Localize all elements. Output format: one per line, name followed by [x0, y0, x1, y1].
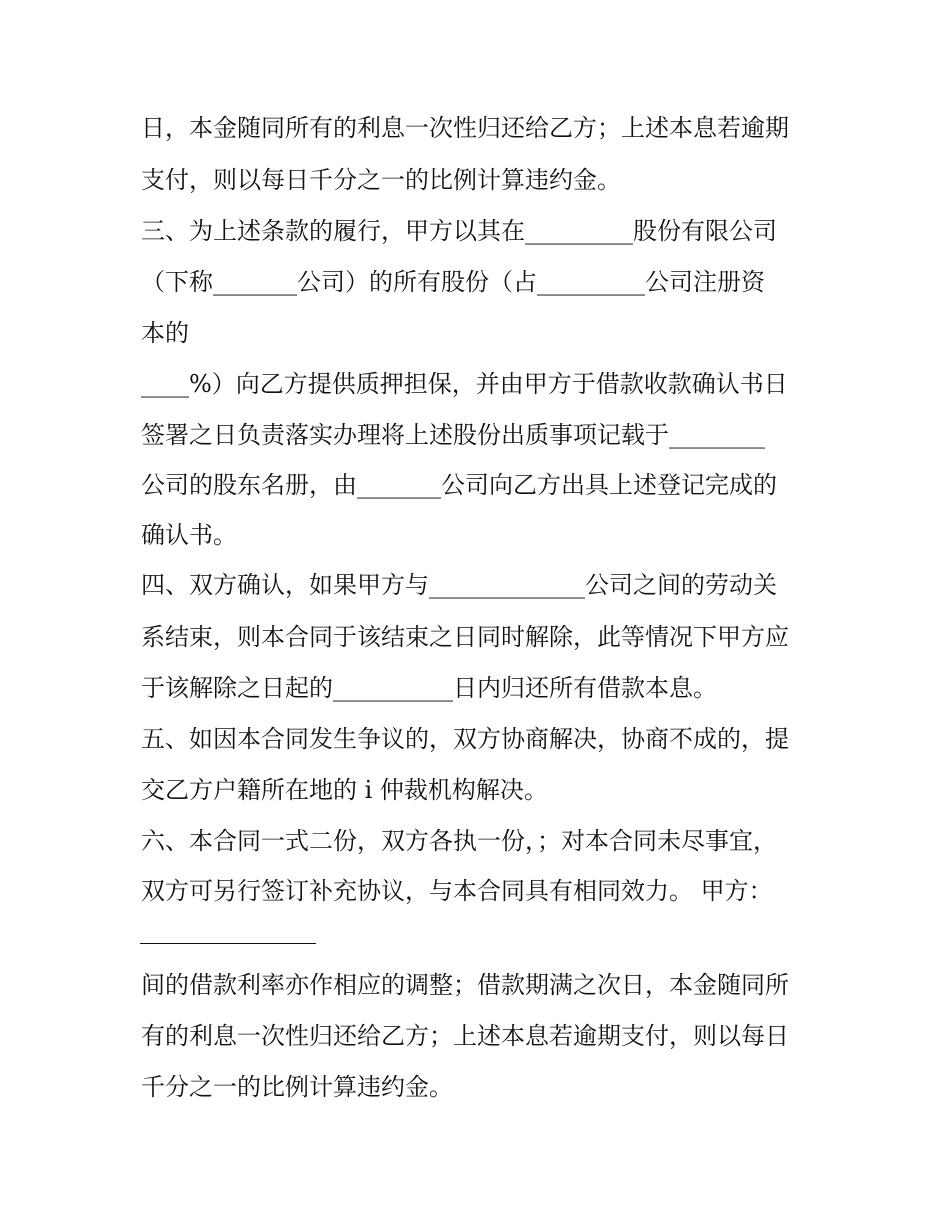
text-line: 公司的股东名册，由_______公司向乙方出具上述登记完成的	[141, 471, 777, 499]
text-line: 日，本金随同所有的利息一次性归还给乙方；上述本息若逾期	[141, 114, 789, 142]
text-line: ____%）向乙方提供质押担保，并由甲方于借款收款确认书日	[141, 370, 788, 398]
text-line: 本的	[141, 319, 189, 347]
clause-five-line: 五、如因本合同发生争议的，双方协商解决，协商不成的，提	[141, 725, 789, 753]
text-line: 交乙方户籍所在地的 i 仲裁机构解决。	[141, 776, 548, 804]
clause-four-line: 四、双方确认，如果甲方与_____________公司之间的劳动关	[141, 571, 777, 599]
text-line: 系结束，则本合同于该结束之日同时解除，此等情况下甲方应	[141, 623, 789, 651]
text-line: 于该解除之日起的__________日内归还所有借款本息。	[141, 674, 717, 702]
party-a-line: 双方可另行签订补充协议，与本合同具有相同效力。 甲方：	[141, 877, 773, 905]
text-line: （下称_______公司）的所有股份（占_________公司注册资	[141, 268, 765, 296]
text-line: 间的借款利率亦作相应的调整；借款期满之次日，本金随同所	[141, 971, 789, 999]
text-line: 千分之一的比例计算违约金。	[141, 1073, 453, 1101]
clause-three-line: 三、为上述条款的履行，甲方以其在_________股份有限公司	[141, 217, 777, 245]
clause-six-line: 六、本合同一式二份，双方各执一份，；对本合同未尽事宜，	[141, 827, 777, 855]
text-line: 签署之日负责落实办理将上述股份出质事项记载于________	[141, 421, 765, 449]
text-line: 有的利息一次性归还给乙方；上述本息若逾期支付，则以每日	[141, 1022, 789, 1050]
text-line: 确认书。	[141, 521, 237, 549]
signature-underline	[140, 943, 316, 944]
text-line: 支付，则以每日千分之一的比例计算违约金。	[141, 166, 621, 194]
